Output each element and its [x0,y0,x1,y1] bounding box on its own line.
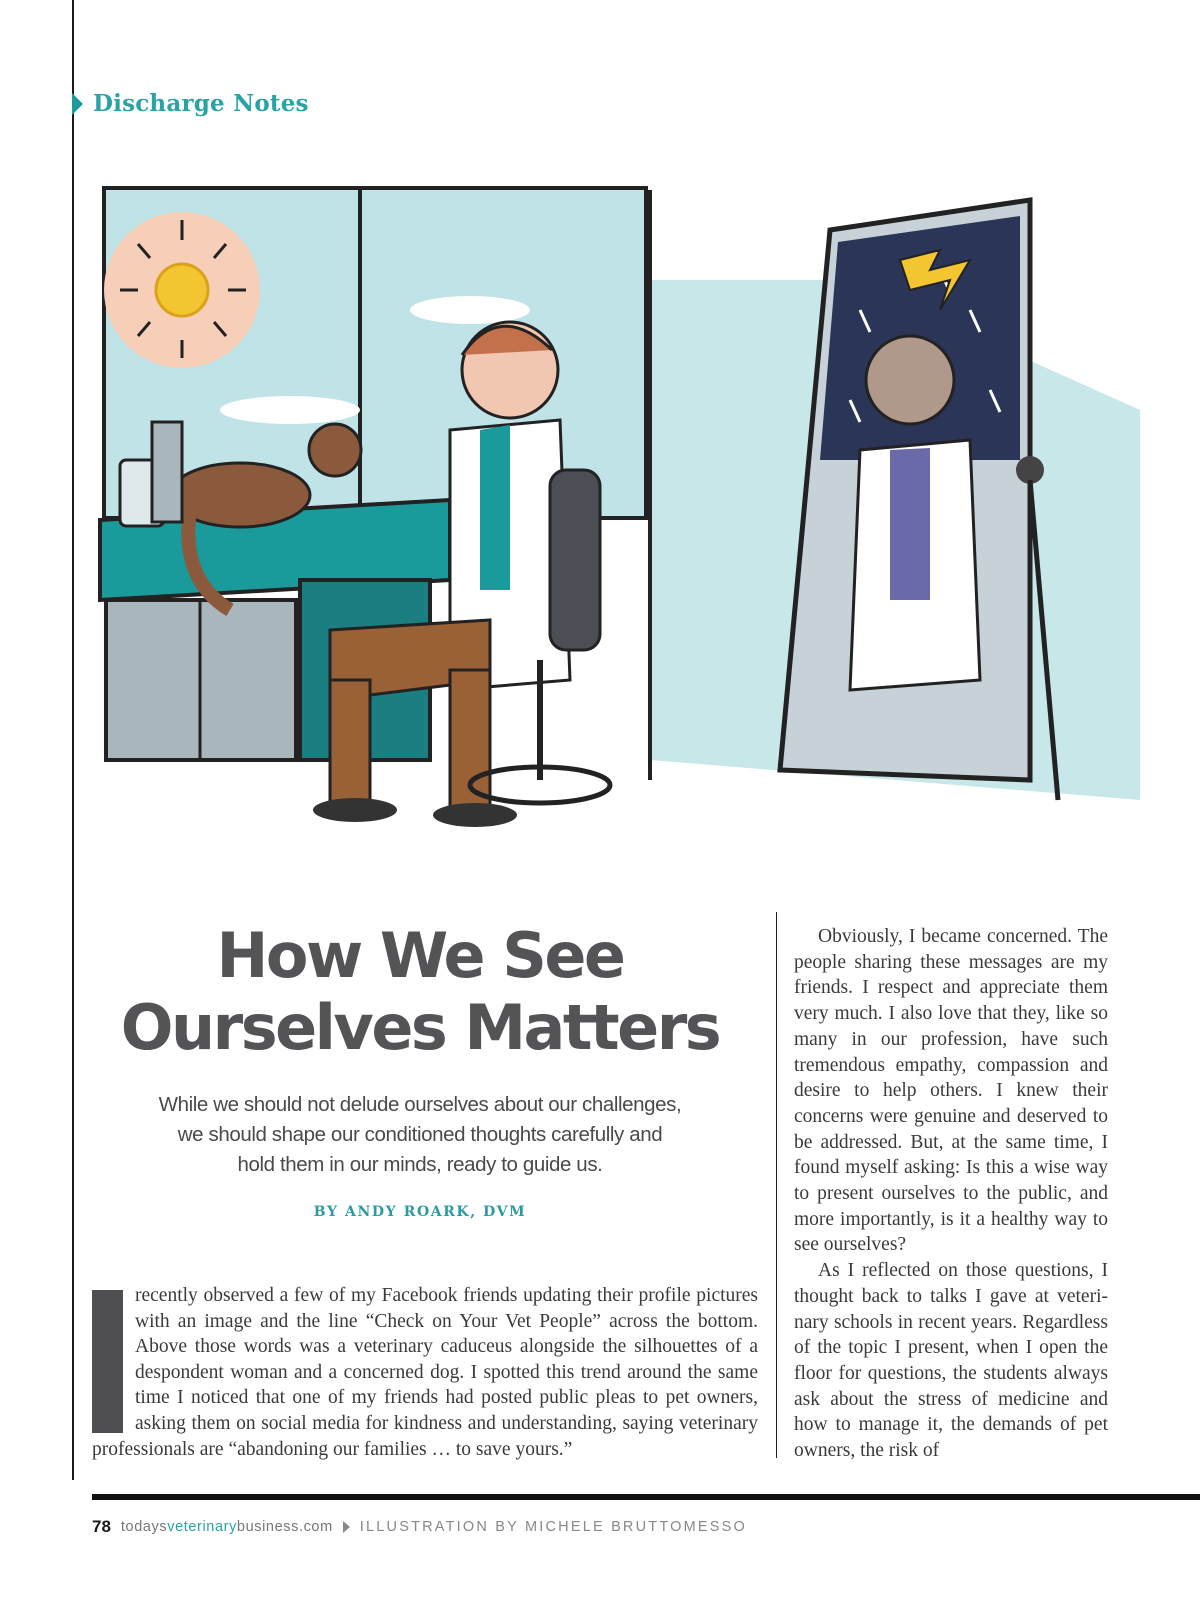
page-number: 78 [92,1517,111,1536]
article-subhead: While we should not delude ourselves about our challenges, we should shape our conditioned thoughts carefully and hold them in our minds, ready to guide us. [158,1093,682,1176]
body-paragraph: As I reflected on those questions, I thought back to talks I gave at veterinary schools in recent years. Regardless of the topic I present, when I open the floor for questions, the students always ask about the stress of medicine and how to manage it, the demands of pet owners, the risk of [794,1260,1108,1462]
section-label [72,90,309,117]
section-label-text: Discharge Notes [93,90,309,117]
site-url[interactable]: todaysveterinarybusiness.com [120,1519,333,1535]
article-illustration [90,160,1168,880]
article-headline: How We See Ourselves Matters [120,919,720,1064]
illustration-credit: ILLUSTRATION BY MICHELE BRUTTOMESSO [359,1519,747,1535]
column-divider [776,912,777,1458]
body-paragraph: Obviously, I became concerned. The people sharing these messages are my friends. I respect and appreciate them very much. I also love that they, like so many in our profession, have such tremendous empathy, compassion and desire to help others. I knew their concerns were genuine and deserved to be addressed. But, at the same time, I found myself asking: Is this a wise way to present ourselves to the public, and more importantly, is it a healthy way to see ourselves? [794,926,1108,1256]
footer-rule [92,1494,1200,1500]
body-paragraph: recently observed a few of my Facebook friends updating their profile pictures with an image and the line “Check on Your Vet People” across the bottom. Above those words was a veterinary caduceus alongside the silhouettes of a despondent woman and a concerned dog. I spotted this trend around the same time I noticed that one of my friends had posted public pleas to pet owners, asking them on social media for kindness and understanding, saying veterinary professionals are “abandoning our families … to save yours.” [92,1285,758,1460]
page-footer [92,1517,747,1537]
drop-cap [92,1290,123,1433]
article-byline: BY ANDY ROARK, DVM [313,1204,527,1220]
body-column-left [92,1283,758,1462]
triangle-marker-icon [72,93,83,115]
left-margin-rule [72,0,74,1480]
body-column-right [794,924,1108,1464]
triangle-marker-icon [343,1521,350,1533]
